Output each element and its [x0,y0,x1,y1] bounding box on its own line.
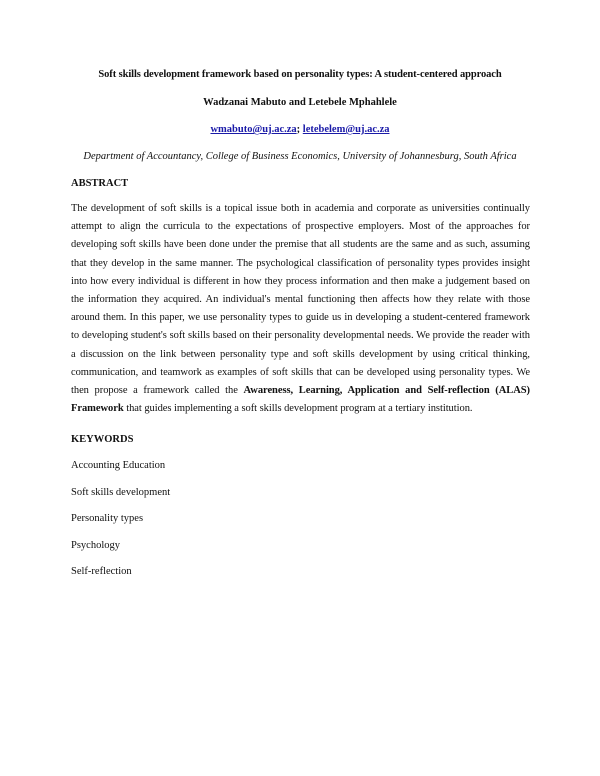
abstract-body [71,200,530,418]
keyword-item: Personality types [71,513,144,524]
keyword-item: Accounting Education [71,460,166,471]
abstract-text-2: that guides implementing a soft skills development program at a tertiary institution. [123,403,473,415]
keyword-item: Soft skills development [71,487,171,498]
author-affiliation: Department of Accountancy, College of Business Economics, University of Johannesburg, South Africa [83,151,517,162]
keyword-item: Self-reflection [71,566,132,577]
keyword-item: Psychology [71,540,121,551]
email-link-1[interactable]: wmabuto@uj.ac.za [210,124,297,135]
paper-title: Soft skills development framework based on personality types: A student-centered approach [98,69,502,80]
abstract-bold-term: Awareness, Learning, Application and Self-reflection (ALAS) Framework [71,385,530,415]
abstract-text-1: The development of soft skills is a topical issue both in academia and corporate as universities continually attempt to align the curricula to the expectations of prospective employers. Most of the approaches for developing soft skills have been done under the premise that all students are the same and as such, assuming that they develop in the same manner. The psychological classification of personality types provides insight into how every individual is different in how they process information and then make a judgement based on the information they acquired. An individual's mental functioning then affects how they relate with those around them. In this paper, we use personality types to guide us in developing a student-centered framework to developing student's soft skills based on their personality developmental needs. We provide the reader with a discussion on the link between personality type and soft skills development by using critical thinking, communication, and teamwork as examples of soft skills that can be developed using personality types. We then propose a framework called the [71,203,530,397]
author-emails [40,124,560,135]
paper-authors: Wadzanai Mabuto and Letebele Mphahlele [203,97,397,108]
email-link-2[interactable]: letebelem@uj.ac.za [302,124,390,135]
abstract-heading: ABSTRACT [71,178,129,189]
email-separator: ; [296,124,303,135]
keywords-heading: KEYWORDS [71,434,134,445]
